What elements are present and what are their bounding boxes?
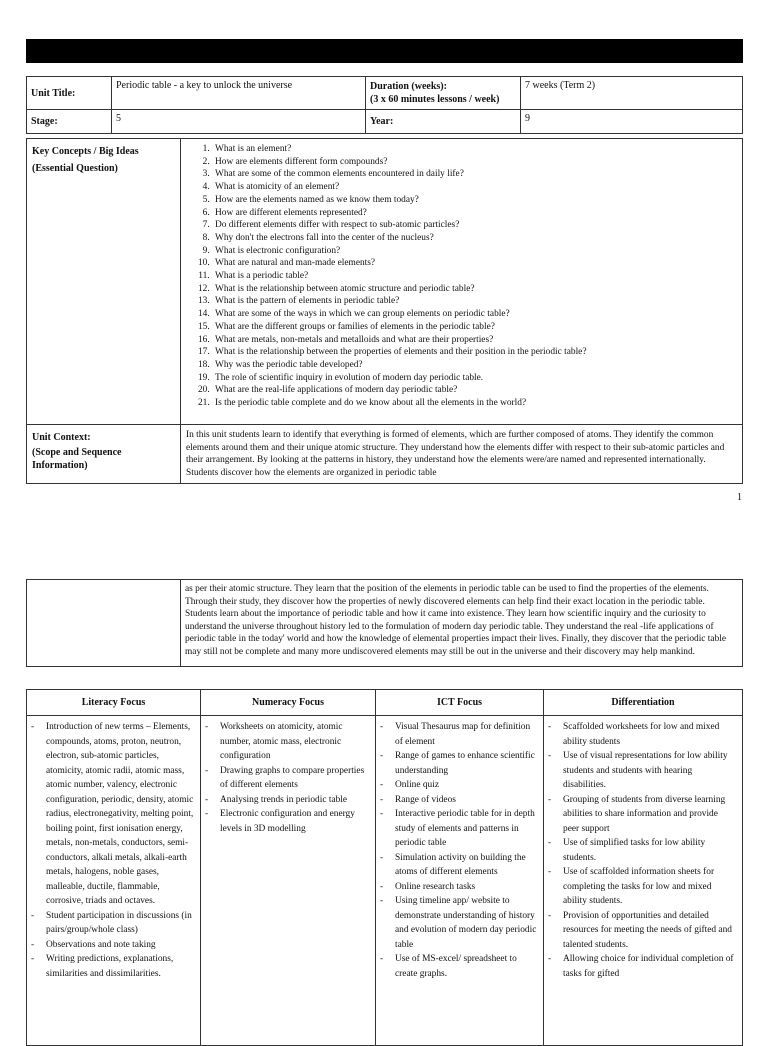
list-item: - Scaffolded worksheets for low and mixed ability students [548,720,736,749]
key-concepts-label-cell [27,139,181,425]
list-item: - Drawing graphs to compare properties of different elements [205,764,369,793]
header-bar [26,39,743,63]
unit-context-text: In this unit students learn to identify that everything is formed of elements, which are further composed of atoms. They identify the common elements around them and their unique atomic structure. They understand how the elements differ with respect to their sub-atomic particles and their arrangement. By looking at the patterns in history, they understand how the elements were/are named and represented internationally. Students discover how the elements are organized in periodic table [181,425,743,484]
questions-list [186,143,737,410]
question-item: 5. How are the elements named as we know them today? [212,194,737,207]
key-concepts-sublabel: (Essential Question) [32,163,118,174]
question-item: 6. How are different elements represented? [212,207,737,220]
numeracy-focus-cell [201,716,376,1046]
unit-title-value: Periodic table - a key to unlock the universe [112,77,366,110]
ict-list [380,720,537,981]
literacy-focus-header: Literacy Focus [27,690,201,716]
list-item: - Electronic configuration and energy levels in 3D modelling [205,807,369,836]
question-item: 14. What are some of the ways in which we can group elements on periodic table? [212,308,737,321]
literacy-list [31,720,194,981]
list-item: - Online quiz [380,778,537,793]
list-item: - Use of MS-excel/ spreadsheet to create graphs. [380,952,537,981]
question-item: 3. What are some of the common elements encountered in daily life? [212,168,737,181]
numeracy-list [205,720,369,836]
list-item: - Introduction of new terms – Elements, compounds, atoms, proton, neutron, electron, sub-atomic particles, atomicity, atomic radii, atomic mass, atomic number, valency, electronic configuration, periodic, density, atomic radius, electronegativity, melting point, boiling point, first ionisation energy, metals, non-metals, conductors, semi-conductors, alkali metals, alkali-earth metals, halogens, noble gases, malleable, ductile, flammable, corrosive, triads and octaves. [31,720,194,909]
ict-focus-cell [376,716,544,1046]
stage-value: 5 [112,110,366,134]
key-concepts-label: Key Concepts / Big Ideas [32,146,139,157]
question-item: 9. What is electronic configuration? [212,245,737,258]
list-item: - Analysing trends in periodic table [205,793,369,808]
focus-table [26,689,743,1046]
question-item: 4. What is atomicity of an element? [212,181,737,194]
question-item: 10. What are natural and man-made elements? [212,257,737,270]
list-item: - Use of simplified tasks for low ability students. [548,836,736,865]
question-item: 15. What are the different groups or families of elements in the periodic table? [212,321,737,334]
unit-info-table [26,76,743,134]
unit-context-continuation-table [26,579,743,667]
question-item: 8. Why don't the electrons fall into the center of the nucleus? [212,232,737,245]
page-number: 1 [737,492,742,503]
list-item: - Grouping of students from diverse learning abilities to share information and provide peer support [548,793,736,837]
unit-context-label-cell [27,425,181,484]
list-item: - Observations and note taking [31,938,194,953]
question-item: 11. What is a periodic table? [212,270,737,283]
unit-context-continuation: as per their atomic structure. They learn that the position of the elements in periodic table can be used to find the properties of the elements. Through their study, they discover how the properties of newly discovered elements can help find their exact location in the periodic table. Students learn about the importance of periodic table and how it came into existence. They learn how scientific inquiry and the curiosity to understand the universe throughout history led to the formulation of modern day periodic table. They understand the real -life applications of periodic table in the today' world and how the knowledge of elemental properties impact their lives. Finally, they discover that the periodic table may still not be complete and many more undiscovered elements may still be out in the universe and their discovery may help mankind. [181,580,743,667]
list-item: - Use of scaffolded information sheets for completing the tasks for low and mixed ability students. [548,865,736,909]
list-item: - Online research tasks [380,880,537,895]
question-item: 16. What are metals, non-metals and metalloids and what are their properties? [212,334,737,347]
unit-context-table [26,424,743,484]
ict-focus-header: ICT Focus [376,690,544,716]
duration-sublabel: (3 x 60 minutes lessons / week) [370,94,500,105]
list-item: - Provision of opportunities and detailed resources for meeting the needs of gifted and talented students. [548,909,736,953]
question-item: 7. Do different elements differ with respect to sub-atomic particles? [212,219,737,232]
question-item: 12. What is the relationship between atomic structure and periodic table? [212,283,737,296]
unit-context-sublabel: (Scope and Sequence Information) [32,447,122,471]
question-item: 19. The role of scientific inquiry in evolution of modern day periodic table. [212,372,737,385]
question-item: 21. Is the periodic table complete and do we know about all the elements in the world? [212,397,737,410]
duration-label-cell [366,77,521,110]
differentiation-cell [544,716,743,1046]
year-value: 9 [521,110,743,134]
numeracy-focus-header: Numeracy Focus [201,690,376,716]
empty-label-cell [27,580,181,667]
literacy-focus-cell [27,716,201,1046]
list-item: - Allowing choice for individual completion of tasks for gifted [548,952,736,981]
key-concepts-table [26,138,743,425]
unit-title-label: Unit Title: [27,77,112,110]
year-label: Year: [366,110,521,134]
question-item: 20. What are the real-life applications of modern day periodic table? [212,384,737,397]
list-item: - Visual Thesaurus map for definition of element [380,720,537,749]
duration-value: 7 weeks (Term 2) [521,77,743,110]
stage-label: Stage: [27,110,112,134]
question-item: 18. Why was the periodic table developed? [212,359,737,372]
differentiation-list [548,720,736,981]
list-item: - Range of games to enhance scientific understanding [380,749,537,778]
list-item: - Student participation in discussions (in pairs/group/whole class) [31,909,194,938]
list-item: - Interactive periodic table for in depth study of elements and patterns in periodic table [380,807,537,851]
list-item: - Simulation activity on building the atoms of different elements [380,851,537,880]
question-item: 13. What is the pattern of elements in periodic table? [212,295,737,308]
differentiation-header: Differentiation [544,690,743,716]
question-item: 2. How are elements different form compounds? [212,156,737,169]
question-item: 17. What is the relationship between the properties of elements and their position in the periodic table? [212,346,737,359]
key-concepts-questions-cell [181,139,743,425]
duration-label: Duration (weeks): [370,81,447,92]
unit-context-label: Unit Context: [32,432,91,443]
list-item: - Using timeline app/ website to demonstrate understanding of history and evolution of modern day periodic table [380,894,537,952]
list-item: - Range of videos [380,793,537,808]
list-item: - Worksheets on atomicity, atomic number, atomic mass, electronic configuration [205,720,369,764]
question-item: 1. What is an element? [212,143,737,156]
list-item: - Use of visual representations for low ability students and students with hearing disabilities. [548,749,736,793]
list-item: - Writing predictions, explanations, similarities and dissimilarities. [31,952,194,981]
